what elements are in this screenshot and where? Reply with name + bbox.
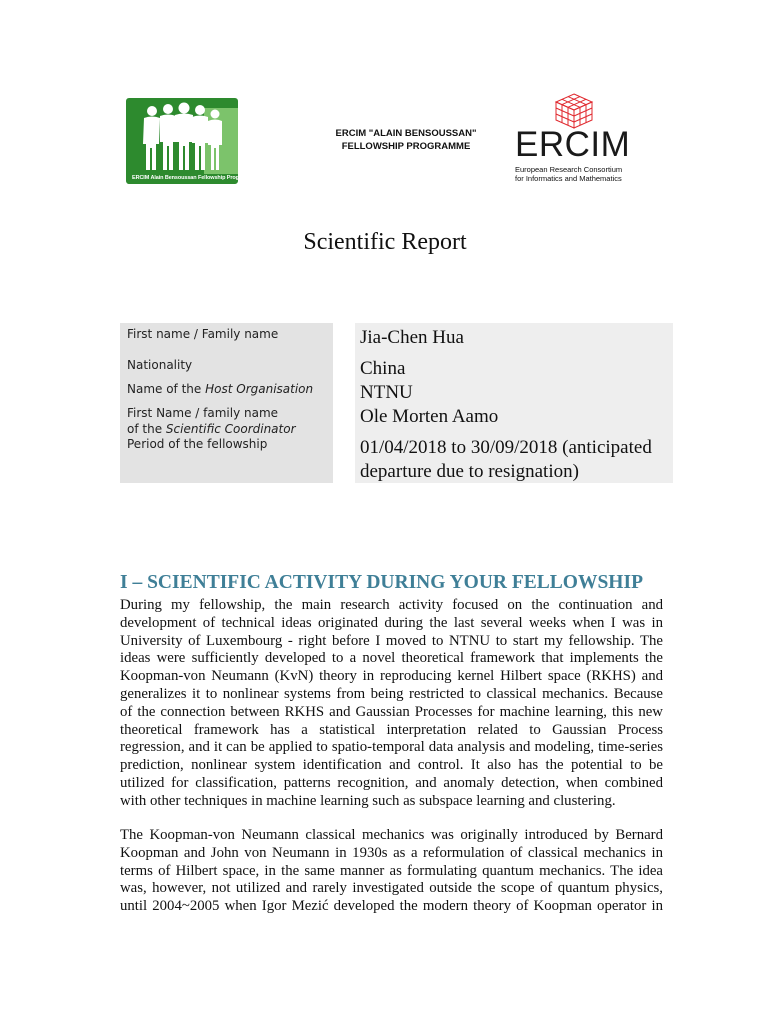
paragraph-1 bbox=[120, 597, 663, 811]
paragraph-2-line: Koopman and John von Neumann in 1930s as a reformulation of classical mechanics in bbox=[120, 844, 663, 861]
value-period-line-1: 01/04/2018 to 30/09/2018 (anticipated bbox=[360, 437, 652, 458]
logo-caption: ERCIM Alain Bensoussan Fellowship Programme bbox=[132, 175, 257, 181]
label-coordinator-line-2 bbox=[127, 421, 296, 437]
ercim-subtitle-line-1: European Research Consortium bbox=[515, 165, 623, 174]
info-labels-panel bbox=[120, 323, 333, 483]
paragraph-1-line: prediction, nonlinear system identification and control. It also has the potential to be bbox=[120, 757, 663, 774]
info-values-panel bbox=[355, 323, 673, 483]
label-coordinator-italic: Scientific Coordinator bbox=[165, 422, 296, 436]
paragraph-2-line: The Koopman-von Neumann classical mechanics was originally introduced by Bernard bbox=[120, 827, 663, 843]
label-coordinator-line-1: First Name / family name bbox=[127, 406, 279, 420]
paragraph-1-line: theoretical framework has a statistical interpretation related to Gaussian Process bbox=[120, 721, 663, 738]
paragraph-1-line: Koopman-von Neumann (KvN) theory in reproducing kernel Hilbert space (RKHS) and bbox=[120, 668, 663, 685]
ercim-subtitle-line-2: for Informatics and Mathematics bbox=[515, 174, 622, 183]
value-coordinator: Ole Morten Aamo bbox=[360, 406, 499, 427]
fellowship-programme-logo bbox=[126, 98, 257, 184]
people-silhouettes-icon bbox=[126, 98, 257, 184]
paragraph-2 bbox=[120, 827, 663, 916]
label-host-organisation-prefix: Name of the bbox=[127, 382, 206, 396]
label-period: Period of the fellowship bbox=[127, 437, 268, 451]
paragraph-2-line: until 2004~2005 when Igor Mezić developed the modern theory of Koopman operator in bbox=[120, 898, 663, 915]
label-first-name: First name / Family name bbox=[127, 327, 279, 341]
paragraph-2-line: was, however, not utilized and rarely investigated outside the scope of quantum physics, bbox=[120, 880, 663, 897]
ercim-subtitle bbox=[515, 165, 622, 183]
programme-title bbox=[306, 127, 506, 153]
label-nationality: Nationality bbox=[127, 358, 193, 372]
value-nationality: China bbox=[360, 358, 406, 379]
paragraph-1-line: utilized for classification, patterns recognition, and anomaly detection, when combined bbox=[120, 774, 663, 791]
label-host-organisation bbox=[127, 381, 313, 397]
paragraph-1-line: of the connection between RKHS and Gaussian Processes for machine learning, this new bbox=[120, 703, 663, 720]
paragraph-1-line: development of technical ideas originated during the last several weeks when I was in bbox=[120, 614, 663, 631]
page-title: Scientific Report bbox=[303, 229, 467, 255]
ercim-logo bbox=[514, 92, 654, 187]
paragraph-2-line: terms of Hilbert space, in the same manner as formulating quantum mechanics. The idea bbox=[120, 862, 663, 879]
ercim-wordmark: ERCIM bbox=[515, 125, 631, 164]
label-coordinator-prefix: of the bbox=[127, 422, 166, 436]
section-heading: I – SCIENTIFIC ACTIVITY DURING YOUR FELLOWSHIP bbox=[120, 572, 643, 593]
paragraph-1-line: with other techniques in machine learning such as subspace learning and clustering. bbox=[120, 792, 616, 809]
paragraph-1-line: generalizes it to nonlinear systems from being restricted to classical mechanics. Because bbox=[120, 685, 663, 702]
paragraph-1-line: regression, and it can be applied to spatio-temporal data analysis and modeling, time-series bbox=[120, 739, 663, 756]
value-period-line-2: departure due to resignation) bbox=[360, 461, 579, 482]
programme-line-2: FELLOWSHIP PROGRAMME bbox=[341, 141, 471, 152]
programme-line-1: ERCIM "ALAIN BENSOUSSAN" bbox=[335, 128, 477, 139]
paragraph-1-line: University of Luxembourg - right before I moved to NTNU to start my fellowship. The bbox=[120, 632, 663, 649]
value-name: Jia-Chen Hua bbox=[360, 327, 464, 348]
value-host-organisation: NTNU bbox=[360, 382, 413, 403]
paragraph-1-line: ideas were sufficiently developed to a novel theoretical framework that implements the bbox=[120, 650, 663, 667]
paragraph-1-line: During my fellowship, the main research activity focused on the continuation and bbox=[120, 597, 663, 613]
label-host-organisation-italic: Host Organisation bbox=[205, 382, 314, 396]
